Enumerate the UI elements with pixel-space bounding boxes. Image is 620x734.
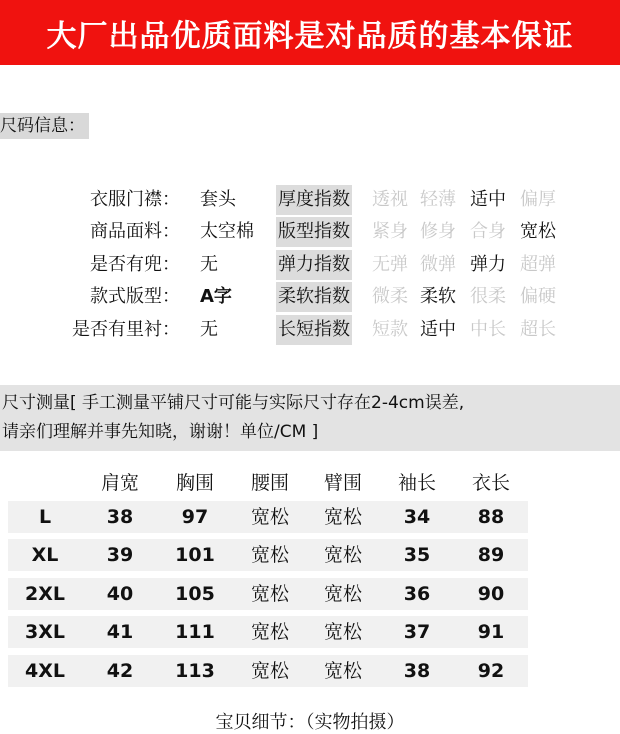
index-label: 柔软指数 [276,282,352,312]
info-label: 商品面料： [90,221,180,242]
table-cell: 41 [106,621,134,643]
table-cell: 宽松 [250,660,289,682]
table-cell: 38 [403,660,431,682]
table-cell: 宽松 [250,583,289,605]
table-cell: 宽松 [250,506,289,528]
table-cell: 宽松 [323,621,362,643]
index-option: 短款 [372,319,408,340]
index-option: 无弹 [372,254,408,275]
info-value: 套头 [200,189,236,210]
index-option-selected: 适中 [420,319,456,340]
table-cell: 38 [106,506,134,528]
index-label: 弹力指数 [276,250,352,280]
index-label: 版型指数 [276,217,352,247]
size-cell: XL [31,544,59,566]
table-cell: 113 [175,660,215,682]
table-header-cell: 臂围 [323,472,362,494]
size-cell: 2XL [25,583,65,605]
details-caption: 宝贝细节：（实物拍摄） [215,712,405,733]
table-cell: 89 [477,544,505,566]
index-option: 偏硬 [520,286,556,307]
table-cell: 97 [181,506,209,528]
index-option: 修身 [420,221,456,242]
index-option: 偏厚 [520,189,556,210]
table-cell: 90 [477,583,505,605]
index-option-selected: 宽松 [520,221,556,242]
table-cell: 39 [106,544,134,566]
info-row [0,217,620,247]
index-option-selected: 适中 [470,189,506,210]
info-label: 是否有里衬： [72,319,180,340]
table-cell: 35 [403,544,431,566]
index-option: 透视 [372,189,408,210]
table-cell: 宽松 [323,660,362,682]
table-cell: 101 [175,544,215,566]
table-cell: 111 [175,621,215,643]
measure-note-line2: 请亲们理解并事先知晓，谢谢！单位/CM ] [2,422,319,442]
table-cell: 92 [477,660,505,682]
size-cell: 4XL [25,660,65,682]
measure-note-line1: 尺寸测量[ 手工测量平铺尺寸可能与实际尺寸存在2-4cm误差, [2,393,465,413]
top-banner [0,0,620,65]
info-row [0,185,620,215]
table-cell: 宽松 [250,544,289,566]
index-option: 超长 [520,319,556,340]
index-option: 很柔 [470,286,506,307]
size-info-label: 尺码信息： [0,113,89,139]
index-option: 紧身 [372,221,408,242]
index-option: 微柔 [372,286,408,307]
index-label: 长短指数 [276,315,352,345]
info-label: 款式版型： [90,286,180,307]
table-header-cell: 腰围 [250,472,289,494]
table-cell: 34 [403,506,431,528]
info-label: 衣服门襟： [90,189,180,210]
index-option: 中长 [470,319,506,340]
info-value: 无 [200,319,218,340]
info-row [0,250,620,280]
info-value: 太空棉 [200,221,254,242]
info-label: 是否有兜： [90,254,180,275]
info-row [0,282,620,312]
table-cell: 88 [477,506,505,528]
table-cell: 40 [106,583,134,605]
index-option: 轻薄 [420,189,456,210]
table-header-cell: 衣长 [471,472,510,494]
table-row [8,539,528,571]
table-cell: 宽松 [323,506,362,528]
info-row [0,315,620,345]
size-cell: 3XL [25,621,65,643]
table-cell: 宽松 [250,621,289,643]
index-label: 厚度指数 [276,185,352,215]
table-row [8,616,528,648]
table-cell: 宽松 [323,544,362,566]
table-row [8,655,528,687]
index-option-selected: 弹力 [470,254,506,275]
table-cell: 宽松 [323,583,362,605]
measure-note [0,385,620,451]
index-option-selected: 柔软 [420,286,456,307]
info-value: 无 [200,254,218,275]
table-row [8,501,528,533]
table-cell: 105 [175,583,215,605]
index-option: 合身 [470,221,506,242]
index-option: 超弹 [520,254,556,275]
banner-text: 大厂出品优质面料是对品质的基本保证 [46,18,574,54]
size-cell: L [38,506,52,528]
table-row [8,578,528,610]
table-header-cell: 袖长 [397,472,436,494]
table-header-cell: 肩宽 [100,472,139,494]
table-cell: 37 [403,621,431,643]
table-header-cell: 胸围 [175,472,214,494]
table-cell: 36 [403,583,431,605]
info-value: A字 [200,286,232,307]
table-cell: 91 [477,621,505,643]
table-cell: 42 [106,660,134,682]
index-option: 微弹 [420,254,456,275]
